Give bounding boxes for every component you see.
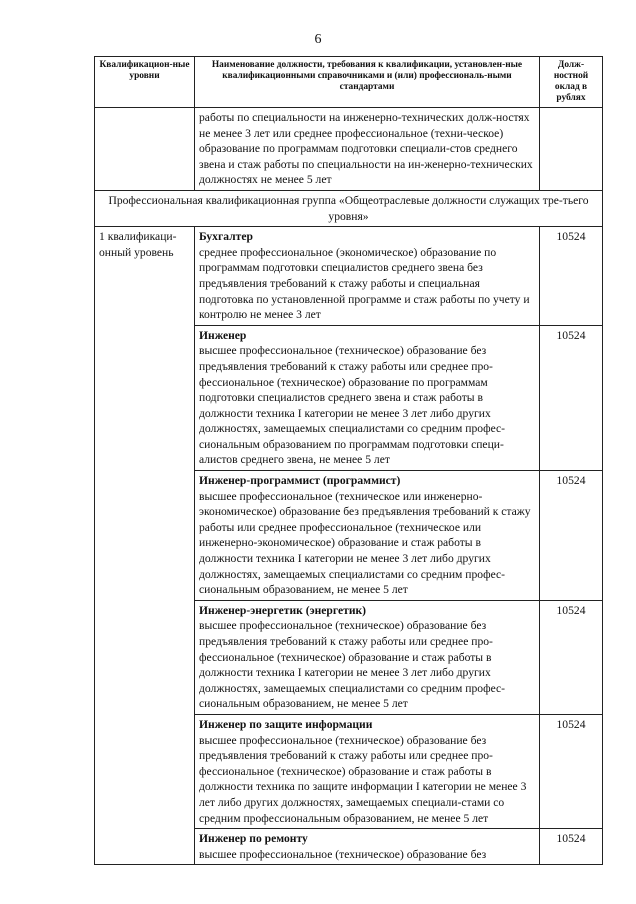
group-title: Профессиональная квалификационная группа «Общеотраслевые должности служащих тре-тьего уровня» <box>95 190 603 226</box>
salary-cell: 10524 <box>540 714 603 828</box>
position-cell <box>195 600 540 714</box>
position-cell <box>195 471 540 601</box>
position-cell <box>195 714 540 828</box>
position-title: Инженер-программист (программист) <box>199 474 401 488</box>
qualification-table <box>94 56 603 865</box>
salary-cell: 10524 <box>540 600 603 714</box>
position-requirements: среднее профессиональное (экономическое) образование по программам подготовки специалистов среднего звена без предъявления требований к стажу работы и специальная подготовка по установленной программе и стаж работы по учету и контролю не менее 3 лет <box>199 245 530 322</box>
salary-cell: 10524 <box>540 325 603 470</box>
continuation-cell <box>195 108 540 191</box>
position-title: Бухгалтер <box>199 230 253 244</box>
position-requirements: высшее профессиональное (техническое) образование без предъявления требований к стажу работы или среднее про-фессиональное (техническое) образование по программам подготовки специалистов среднего звена и стаж работы в должности техника I категории не менее 3 лет либо других должностях, замещаемых специалистами со средним профес-сиональным образованием по программам подготовки специ-алистов среднего звена, не менее 5 лет <box>199 344 506 467</box>
position-cell <box>195 227 540 326</box>
header-level: Квалификацион-ные уровни <box>95 57 195 108</box>
table-row <box>95 108 603 191</box>
position-cell <box>195 829 540 865</box>
header-name: Наименование должности, требования к квалификации, установлен-ные квалификационными справочниками и (или) профессиональ-ными стандартами <box>195 57 540 108</box>
position-title: Инженер по ремонту <box>199 832 308 846</box>
salary-cell: 10524 <box>540 471 603 601</box>
position-title: Инженер-энергетик (энергетик) <box>199 603 367 617</box>
position-requirements: высшее профессиональное (техническое) образование без <box>199 847 487 861</box>
salary-cell: 10524 <box>540 829 603 865</box>
table-header-row <box>95 57 603 108</box>
group-title-row <box>95 190 603 226</box>
position-requirements: высшее профессиональное (техническое) образование без предъявления требований к стажу работы или среднее про-фессиональное (техническое) образование и стаж работы в должности техника по защите информации I категории не менее 3 лет либо других должностях, замещаемых специали-стами со средним профессиональным образованием, не менее 5 лет <box>199 733 527 825</box>
position-cell <box>195 325 540 470</box>
position-requirements: высшее профессиональное (техническое) образование без предъявления требований к стажу работы или среднее про-фессиональное (техническое) образование и стаж работы в должности техника I категории не менее 3 лет либо других должностях, замещаемых специалистами со средним профес-сиональным образованием, не менее 5 лет <box>199 619 506 711</box>
continuation-text: работы по специальности на инженерно-технических долж-ностях не менее 3 лет или среднее профессиональное (техни-ческое) образование по программам подготовки специали-стов среднего звена и стаж работы по специальности на ин-женерно-технических должностях не менее 5 лет <box>199 111 533 187</box>
position-title: Инженер <box>199 328 247 342</box>
position-requirements: высшее профессиональное (техническое или инженерно-экономическое) образование без предъявления требований к стажу работы или среднее профессиональное (техническое или инженерно-экономическое) образование и стаж работы в должности техника I категории не менее 3 лет либо других должностях, замещаемых специалистами со средним профес-сиональным образованием, не менее 5 лет <box>199 489 531 597</box>
header-salary: Долж-ностной оклад в рублях <box>540 57 603 108</box>
level-cell: 1 квалификаци-онный уровень <box>95 227 195 865</box>
page-number: 6 <box>314 32 322 47</box>
salary-cell <box>540 108 603 191</box>
salary-cell: 10524 <box>540 227 603 326</box>
table-row <box>95 227 603 326</box>
position-title: Инженер по защите информации <box>199 717 373 731</box>
level-cell <box>95 108 195 191</box>
